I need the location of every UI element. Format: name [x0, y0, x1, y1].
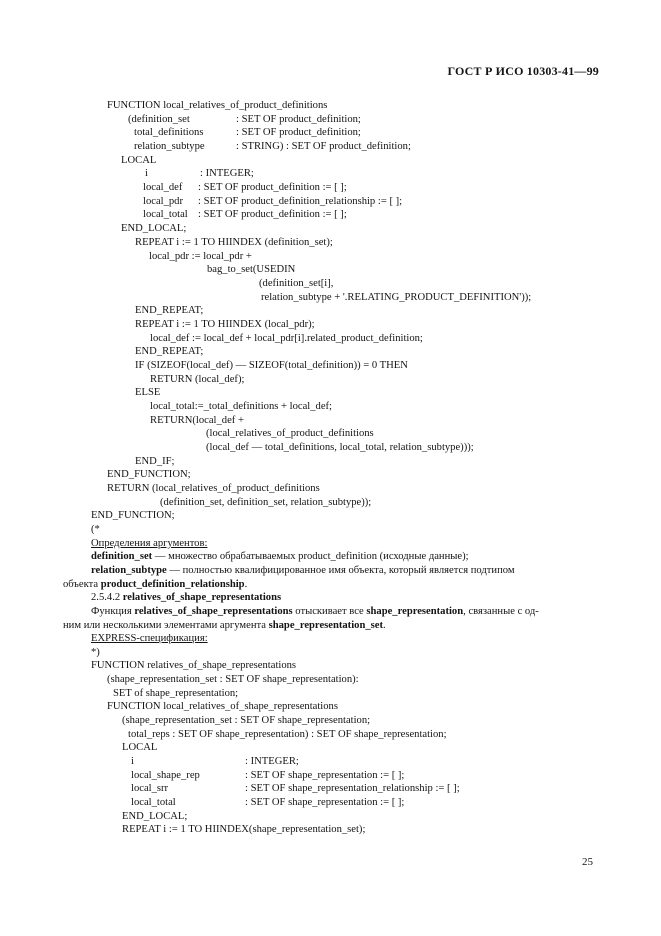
code-line: relation_subtype	[134, 141, 205, 152]
paragraph-line	[91, 605, 539, 619]
section-number: 2.5.4.2	[91, 592, 123, 603]
code-line: FUNCTION relatives_of_shape_representations	[91, 660, 297, 671]
code-line: (definition_set	[128, 114, 190, 125]
page-number: 25	[582, 856, 593, 868]
paragraph-line	[63, 578, 247, 592]
code-line: (definition_set, definition_set, relation_subtype));	[160, 497, 372, 508]
code-line: SET of shape_representation;	[113, 688, 239, 699]
code-line: END_REPEAT;	[135, 346, 204, 357]
code-line: END_LOCAL;	[122, 811, 188, 822]
code-line: : SET OF shape_representation := [ ];	[245, 797, 405, 808]
section-heading	[91, 591, 281, 605]
term: shape_representation	[366, 606, 464, 617]
code-line: local_shape_rep	[131, 770, 200, 781]
code-line: (shape_representation_set : SET OF shape_representation;	[122, 715, 371, 726]
code-line: : INTEGER;	[245, 756, 299, 767]
paragraph-line	[91, 564, 515, 578]
code-line: IF (SIZEOF(local_def) — SIZEOF(total_definition)) = 0 THEN	[135, 360, 408, 371]
code-line: i	[145, 168, 148, 179]
code-line: : SET OF shape_representation_relationship := [ ];	[245, 783, 460, 794]
paragraph-line	[63, 619, 386, 633]
code-line: : SET OF product_definition_relationship := [ ];	[198, 196, 403, 207]
code-line: : INTEGER;	[200, 168, 254, 179]
code-line: i	[131, 756, 134, 767]
code-line: (definition_set[i],	[259, 278, 334, 289]
code-line: RETURN(local_def +	[150, 415, 244, 426]
code-line: *)	[91, 647, 100, 658]
text-run: — полностью квалифицированное имя объекта, который является подтипом	[166, 565, 515, 576]
text-run: Функция	[91, 606, 135, 617]
code-line: : STRING) : SET OF product_definition;	[236, 141, 411, 152]
code-line: RETURN (local_def);	[150, 374, 245, 385]
code-line: bag_to_set(USEDIN	[207, 264, 296, 275]
code-line: (*	[91, 524, 100, 535]
term: relation_subtype	[91, 565, 167, 576]
code-line: local_total	[143, 209, 188, 220]
code-line: total_reps : SET OF shape_representation) : SET OF shape_representation;	[128, 729, 447, 740]
term: product_definition_relationship	[100, 579, 245, 590]
arguments-heading: Определения аргументов:	[91, 538, 208, 549]
paragraph-line	[91, 550, 469, 564]
code-line: total_definitions	[134, 127, 204, 138]
code-line: relation_subtype + '.RELATING_PRODUCT_DEFINITION'));	[261, 292, 532, 303]
code-line: REPEAT i := 1 TO HIINDEX (definition_set);	[135, 237, 333, 248]
code-line: (shape_representation_set : SET OF shape_representation):	[107, 674, 359, 685]
text-run: .	[383, 620, 386, 631]
term: shape_representation_set	[268, 620, 383, 631]
code-line: END_LOCAL;	[121, 223, 187, 234]
code-line: local_def := local_def + local_pdr[i].related_product_definition;	[150, 333, 423, 344]
code-line: END_FUNCTION;	[107, 469, 191, 480]
text-run: ним или несколькими элементами аргумента	[63, 620, 269, 631]
code-line: : SET OF shape_representation := [ ];	[245, 770, 405, 781]
code-line: local_pdr := local_pdr +	[149, 251, 252, 262]
code-line: : SET OF product_definition := [ ];	[198, 209, 347, 220]
code-line: (local_relatives_of_product_definitions	[206, 428, 374, 439]
code-line: local_total:=_total_definitions + local_def;	[150, 401, 332, 412]
code-line: ELSE	[135, 387, 161, 398]
code-line: END_IF;	[135, 456, 175, 467]
code-line: LOCAL	[122, 742, 158, 753]
term: relatives_of_shape_representations	[134, 606, 293, 617]
code-line: : SET OF product_definition := [ ];	[198, 182, 347, 193]
code-line: local_pdr	[143, 196, 184, 207]
term: definition_set	[91, 551, 153, 562]
text-run: объекта	[63, 579, 101, 590]
code-line: : SET OF product_definition;	[236, 127, 361, 138]
code-line: : SET OF product_definition;	[236, 114, 361, 125]
code-line: REPEAT i := 1 TO HIINDEX(shape_representation_set);	[122, 824, 366, 835]
code-line: REPEAT i := 1 TO HIINDEX (local_pdr);	[135, 319, 315, 330]
code-line: FUNCTION local_relatives_of_product_definitions	[107, 100, 328, 111]
code-line: local_srr	[131, 783, 169, 794]
code-line: (local_def — total_definitions, local_total, relation_subtype)));	[206, 442, 474, 453]
text-run: .	[244, 579, 248, 590]
code-line: LOCAL	[121, 155, 157, 166]
code-line: local_def	[143, 182, 183, 193]
code-line: END_REPEAT;	[135, 305, 204, 316]
code-line: END_FUNCTION;	[91, 510, 175, 521]
code-line: FUNCTION local_relatives_of_shape_representations	[107, 701, 338, 712]
text-run: отыскивает все	[292, 606, 367, 617]
document-header: ГОСТ Р ИСО 10303-41—99	[447, 64, 599, 78]
code-line: local_total	[131, 797, 176, 808]
section-title: relatives_of_shape_representations	[122, 592, 282, 603]
text-run: , связанные с од-	[463, 606, 539, 617]
code-line: RETURN (local_relatives_of_product_definitions	[107, 483, 320, 494]
express-spec-heading: EXPRESS-спецификация:	[91, 633, 208, 644]
text-run: — множество обрабатываемых product_definition (исходные данные);	[152, 551, 469, 562]
